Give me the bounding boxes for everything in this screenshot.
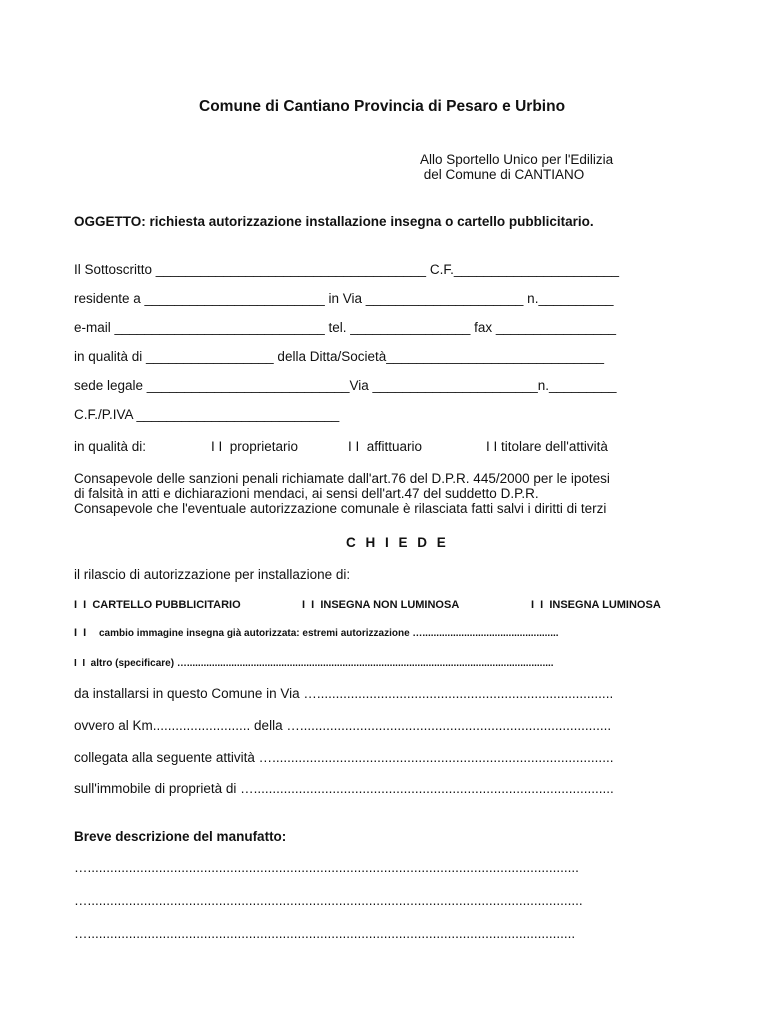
checkbox-cartello-pubblicitario: I I CARTELLO PUBBLICITARIO: [74, 599, 241, 611]
field-residente: residente a ________________________ in Via _____________________ n.__________: [74, 291, 614, 306]
detail-km: ovvero al Km.......................... della …...................................................................................: [74, 718, 612, 733]
subject-line: OGGETTO: richiesta autorizzazione installazione insegna o cartello pubblicitario.: [74, 214, 594, 229]
detail-via: da installarsi in questo Comune in Via …...............................................................................: [74, 686, 614, 701]
declaration-line-3: Consapevole che l'eventuale autorizzazione comunale è rilasciata fatti salvi i diritti di terzi: [74, 501, 607, 516]
addressee-line-2: del Comune di CANTIANO: [420, 167, 585, 182]
declaration-line-2: di falsità in atti e dichiarazioni mendaci, ai sensi dell'art.47 del suddetto D.P.R.: [74, 486, 539, 501]
checkbox-altro: I I altro (specificare) …....................................................................................................................................: [74, 658, 554, 669]
checkbox-proprietario: I I proprietario: [211, 439, 299, 454]
description-label: Breve descrizione del manufatto:: [74, 829, 287, 844]
option-cambio-immagine: cambio immagine insegna già autorizzata: estremi autorizzazione ….................................................: [99, 628, 559, 639]
checkbox-cambio-immagine-marker: I I: [74, 627, 87, 639]
detail-immobile: sull'immobile di proprietà di …................................................................................................: [74, 781, 614, 796]
request-intro: il rilascio di autorizzazione per installazione di:: [74, 567, 351, 582]
addressee-line-1: Allo Sportello Unico per l'Edilizia: [420, 152, 614, 167]
chiede-heading: C H I E D E: [346, 535, 449, 550]
description-line-2: …....................................................................................................................................: [74, 893, 583, 908]
document-title: Comune di Cantiano Provincia di Pesaro e Urbino: [199, 98, 566, 115]
declaration-line-1: Consapevole delle sanzioni penali richiamate dall'art.76 del D.P.R. 445/2000 per le ipotesi: [74, 471, 610, 486]
field-sottoscritto: Il Sottoscritto ____________________________________ C.F.______________________: [74, 262, 619, 277]
qualita-label: in qualità di:: [74, 439, 147, 454]
checkbox-insegna-luminosa: I I INSEGNA LUMINOSA: [531, 599, 661, 611]
field-email-tel-fax: e-mail ____________________________ tel. ________________ fax ________________: [74, 320, 617, 335]
field-sede-legale: sede legale ___________________________Via ______________________n._________: [74, 378, 617, 393]
field-qualita-ditta: in qualità di _________________ della Ditta/Società_____________________________: [74, 349, 604, 364]
detail-attivita: collegata alla seguente attività …...........................................................................................: [74, 750, 614, 765]
description-line-3: …..................................................................................................................................: [74, 926, 576, 941]
checkbox-affittuario: I I affittuario: [348, 439, 423, 454]
description-line-1: …...................................................................................................................................: [74, 860, 579, 875]
checkbox-titolare: I I titolare dell'attività: [486, 439, 608, 454]
checkbox-insegna-non-luminosa: I I INSEGNA NON LUMINOSA: [302, 599, 460, 611]
field-cf-piva: C.F./P.IVA ___________________________: [74, 407, 340, 422]
